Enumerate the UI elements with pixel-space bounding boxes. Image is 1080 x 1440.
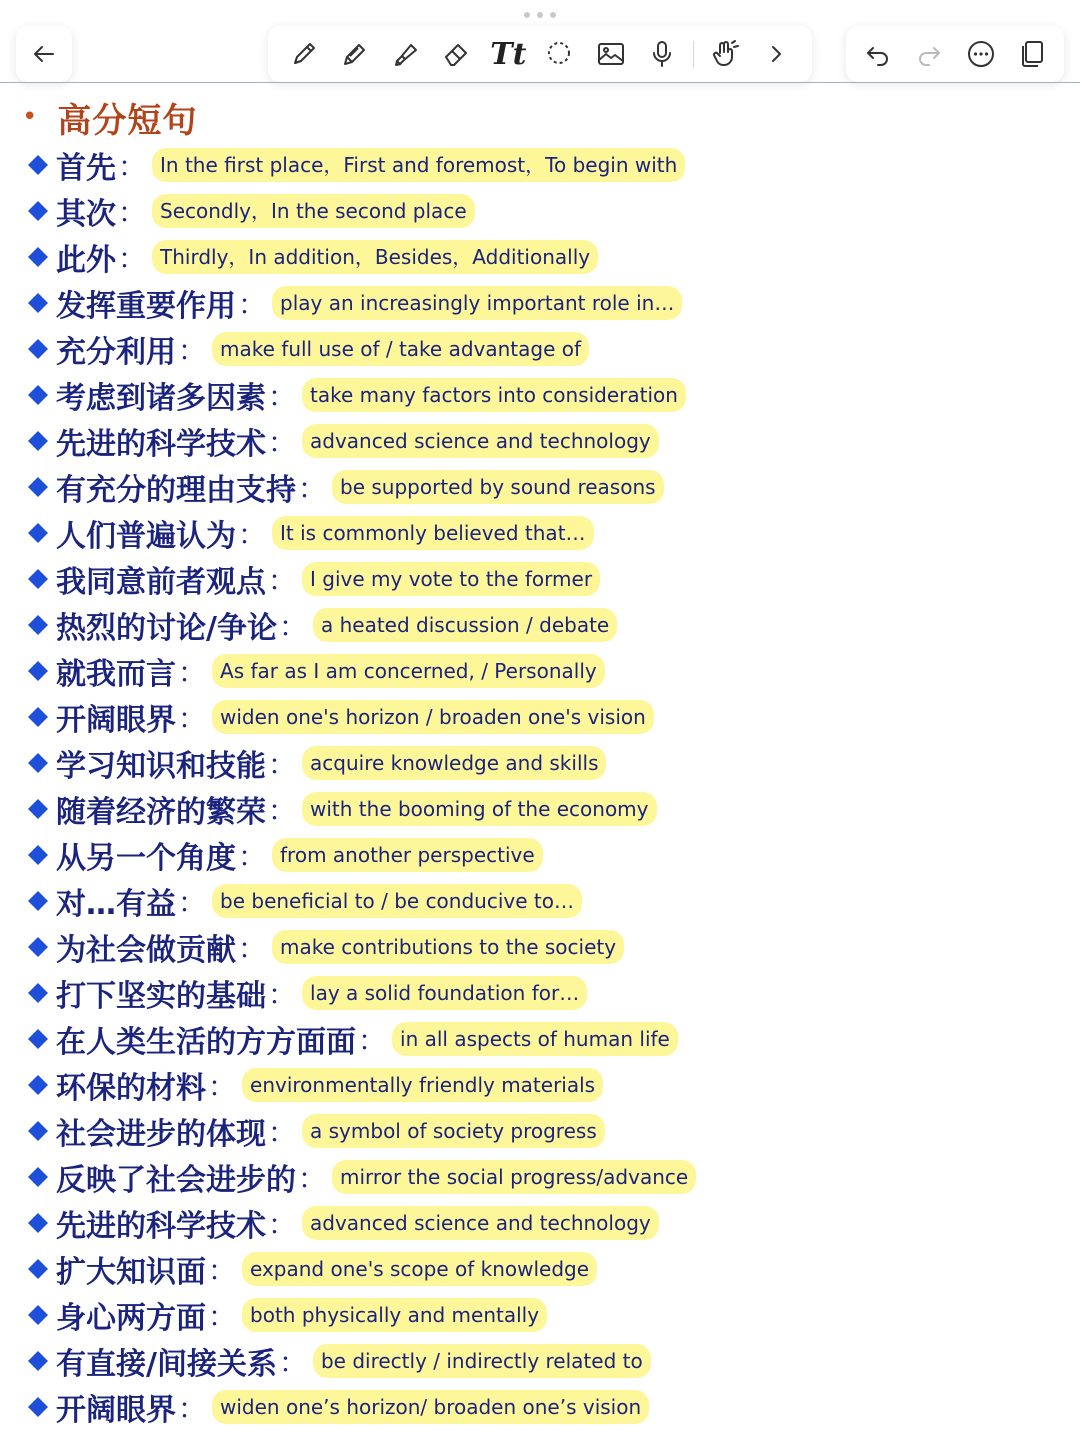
diamond-bullet-icon <box>28 1029 48 1049</box>
diamond-bullet-icon <box>28 1397 48 1417</box>
document-actions-bar <box>846 26 1064 82</box>
eraser-tool-button[interactable] <box>437 34 477 74</box>
phrase-colon: ： <box>178 1392 207 1425</box>
redo-icon <box>914 39 944 69</box>
diamond-bullet-icon <box>28 247 48 267</box>
phrase-colon: ： <box>278 1346 307 1379</box>
phrase-english-highlighted: Secondly，In the second place <box>152 194 475 228</box>
phrase-row <box>0 1154 1080 1200</box>
phrase-chinese: 环保的材料 <box>56 1071 206 1106</box>
phrase-colon: ： <box>178 656 207 689</box>
phrase-english-highlighted: lay a solid foundation for… <box>302 976 587 1010</box>
phrase-chinese: 身心两方面 <box>56 1301 206 1336</box>
phrase-colon: ： <box>208 1070 237 1103</box>
phrase-colon: ： <box>268 426 297 459</box>
phrase-colon: ： <box>268 1208 297 1241</box>
phrase-colon: ： <box>178 334 207 367</box>
phrase-row <box>0 970 1080 1016</box>
phrase-row <box>0 1062 1080 1108</box>
phrase-english-highlighted: acquire knowledge and skills <box>302 746 606 780</box>
phrase-english-highlighted: In the first place，First and foremost，To begin with <box>152 148 685 182</box>
phrase-colon: ： <box>178 886 207 919</box>
phrase-row <box>0 464 1080 510</box>
phrase-row <box>0 1246 1080 1292</box>
phrase-english-highlighted: in all aspects of human life <box>392 1022 678 1056</box>
phrase-row <box>0 234 1080 280</box>
phrase-chinese: 从另一个角度 <box>56 841 236 876</box>
phrase-english-highlighted: a symbol of society progress <box>302 1114 605 1148</box>
gesture-tool-button[interactable] <box>705 34 745 74</box>
phrase-colon: ： <box>208 1254 237 1287</box>
heading-bullet: • <box>22 102 38 132</box>
image-icon <box>596 39 626 69</box>
phrase-english-highlighted: make contributions to the society <box>272 930 624 964</box>
phrase-row <box>0 188 1080 234</box>
section-title: 高分短句 <box>57 100 198 141</box>
highlighter-icon <box>391 39 421 69</box>
phrase-chinese: 社会进步的体现 <box>56 1117 266 1152</box>
diamond-bullet-icon <box>28 661 48 681</box>
phrase-english-highlighted: take many factors into consideration <box>302 378 686 412</box>
pen-tool-button[interactable] <box>284 34 324 74</box>
microphone-icon <box>647 39 677 69</box>
phrase-english-highlighted: It is commonly believed that… <box>272 516 594 550</box>
more-icon <box>966 39 996 69</box>
phrase-english-highlighted: from another perspective <box>272 838 543 872</box>
phrase-colon: ： <box>268 978 297 1011</box>
phrase-row <box>0 694 1080 740</box>
phrase-chinese: 先进的科学技术 <box>56 427 266 462</box>
phrase-row <box>0 1292 1080 1338</box>
drawing-tools-bar <box>268 26 812 82</box>
phrase-row <box>0 878 1080 924</box>
phrase-colon: ： <box>358 1024 387 1057</box>
phrase-list <box>0 142 1080 1430</box>
phrase-row <box>0 418 1080 464</box>
diamond-bullet-icon <box>28 569 48 589</box>
phrase-chinese: 反映了社会进步的 <box>56 1163 296 1198</box>
phrase-english-highlighted: make full use of / take advantage of <box>212 332 589 366</box>
phrase-colon: ： <box>238 518 267 551</box>
phrase-row <box>0 372 1080 418</box>
phrase-chinese: 开阔眼界 <box>56 1393 176 1428</box>
diamond-bullet-icon <box>28 201 48 221</box>
phrase-english-highlighted: play an increasingly important role in… <box>272 286 682 320</box>
diamond-bullet-icon <box>28 615 48 635</box>
highlighter-tool-button[interactable] <box>386 34 426 74</box>
phrase-english-highlighted: be directly / indirectly related to <box>313 1344 651 1378</box>
record-audio-button[interactable] <box>642 34 682 74</box>
phrase-row <box>0 740 1080 786</box>
pen-icon <box>289 39 319 69</box>
window-grabber[interactable] <box>524 10 556 20</box>
phrase-row <box>0 924 1080 970</box>
toolbar-divider <box>693 41 694 67</box>
phrase-english-highlighted: environmentally friendly materials <box>242 1068 603 1102</box>
phrase-colon: ： <box>118 242 147 275</box>
phrase-english-highlighted: advanced science and technology <box>302 1206 659 1240</box>
phrase-english-highlighted: mirror the social progress/advance <box>332 1160 696 1194</box>
back-arrow-icon <box>31 41 57 67</box>
pages-overview-button[interactable] <box>1012 34 1052 74</box>
phrase-colon: ： <box>298 1162 327 1195</box>
undo-button[interactable] <box>858 34 898 74</box>
phrase-chinese: 充分利用 <box>56 335 176 370</box>
phrase-row <box>0 326 1080 372</box>
chevron-right-icon <box>761 39 791 69</box>
diamond-bullet-icon <box>28 1121 48 1141</box>
diamond-bullet-icon <box>28 1167 48 1187</box>
phrase-chinese: 其次 <box>56 197 116 232</box>
phrase-chinese: 我同意前者观点 <box>56 565 266 600</box>
more-tools-button[interactable] <box>756 34 796 74</box>
undo-icon <box>863 39 893 69</box>
phrase-row <box>0 1384 1080 1430</box>
phrase-row <box>0 1200 1080 1246</box>
diamond-bullet-icon <box>28 477 48 497</box>
phrase-row <box>0 1338 1080 1384</box>
phrase-english-highlighted: advanced science and technology <box>302 424 659 458</box>
phrase-english-highlighted: As far as I am concerned, / Personally <box>212 654 605 688</box>
insert-image-button[interactable] <box>591 34 631 74</box>
phrase-chinese: 先进的科学技术 <box>56 1209 266 1244</box>
eraser-icon <box>442 39 472 69</box>
back-button[interactable] <box>16 26 72 82</box>
phrase-chinese: 就我而言 <box>56 657 176 692</box>
grabber-dot <box>524 12 530 18</box>
phrase-row <box>0 556 1080 602</box>
phrase-colon: ： <box>298 472 327 505</box>
phrase-english-highlighted: be supported by sound reasons <box>332 470 664 504</box>
diamond-bullet-icon <box>28 983 48 1003</box>
grabber-dot <box>537 12 543 18</box>
phrase-colon: ： <box>268 380 297 413</box>
phrase-english-highlighted: widen one's horizon / broaden one's vision <box>212 700 654 734</box>
pencil-tool-button[interactable] <box>335 34 375 74</box>
phrase-chinese: 有充分的理由支持 <box>56 473 296 508</box>
hand-gesture-icon <box>710 39 740 69</box>
diamond-bullet-icon <box>28 293 48 313</box>
diamond-bullet-icon <box>28 523 48 543</box>
phrase-row <box>0 786 1080 832</box>
grabber-dot <box>550 12 556 18</box>
phrase-colon: ： <box>238 840 267 873</box>
phrase-colon: ： <box>178 702 207 735</box>
diamond-bullet-icon <box>28 707 48 727</box>
diamond-bullet-icon <box>28 937 48 957</box>
diamond-bullet-icon <box>28 891 48 911</box>
phrase-chinese: 学习知识和技能 <box>56 749 266 784</box>
phrase-colon: ： <box>268 794 297 827</box>
pages-icon <box>1017 39 1047 69</box>
diamond-bullet-icon <box>28 753 48 773</box>
phrase-english-highlighted: with the booming of the economy <box>302 792 657 826</box>
phrase-row <box>0 1108 1080 1154</box>
phrase-colon: ： <box>238 932 267 965</box>
diamond-bullet-icon <box>28 431 48 451</box>
phrase-chinese: 人们普遍认为 <box>56 519 236 554</box>
phrase-english-highlighted: Thirdly，In addition，Besides，Additionally <box>152 240 598 274</box>
diamond-bullet-icon <box>28 799 48 819</box>
phrase-row <box>0 648 1080 694</box>
diamond-bullet-icon <box>28 1259 48 1279</box>
phrase-chinese: 打下坚实的基础 <box>56 979 266 1014</box>
diamond-bullet-icon <box>28 385 48 405</box>
pencil-icon <box>340 39 370 69</box>
phrase-chinese: 首先 <box>56 151 116 186</box>
phrase-row <box>0 510 1080 556</box>
phrase-row <box>0 1016 1080 1062</box>
diamond-bullet-icon <box>28 1305 48 1325</box>
phrase-colon: ： <box>208 1300 237 1333</box>
toolbar-divider-line <box>0 82 1080 83</box>
lasso-tool-button[interactable] <box>539 34 579 74</box>
diamond-bullet-icon <box>28 1351 48 1371</box>
phrase-chinese: 随着经济的繁荣 <box>56 795 266 830</box>
phrase-colon: ： <box>118 196 147 229</box>
phrase-colon: ： <box>238 288 267 321</box>
diamond-bullet-icon <box>28 339 48 359</box>
phrase-chinese: 考虑到诸多因素 <box>56 381 266 416</box>
phrase-english-highlighted: widen one’s horizon/ broaden one’s vision <box>212 1390 649 1424</box>
phrase-chinese: 有直接/间接关系 <box>56 1347 277 1382</box>
phrase-chinese: 此外 <box>56 243 116 278</box>
diamond-bullet-icon <box>28 155 48 175</box>
phrase-chinese: 在人类生活的方方面面 <box>56 1025 356 1060</box>
diamond-bullet-icon <box>28 1213 48 1233</box>
phrase-colon: ： <box>278 610 307 643</box>
phrase-chinese: 开阔眼界 <box>56 703 176 738</box>
phrase-english-highlighted: be beneficial to / be conducive to… <box>212 884 582 918</box>
more-options-button[interactable] <box>961 34 1001 74</box>
text-tool-button[interactable] <box>488 34 528 74</box>
phrase-chinese: 对…有益 <box>56 887 176 922</box>
text-tool-icon: Tt <box>490 36 527 72</box>
phrase-chinese: 发挥重要作用 <box>56 289 236 324</box>
phrase-english-highlighted: a heated discussion / debate <box>313 608 617 642</box>
diamond-bullet-icon <box>28 1075 48 1095</box>
diamond-bullet-icon <box>28 845 48 865</box>
lasso-icon <box>544 39 574 69</box>
phrase-row <box>0 142 1080 188</box>
section-heading <box>22 94 197 140</box>
phrase-colon: ： <box>268 1116 297 1149</box>
phrase-colon: ： <box>268 748 297 781</box>
phrase-row <box>0 832 1080 878</box>
phrase-chinese: 为社会做贡献 <box>56 933 236 968</box>
phrase-colon: ： <box>118 150 147 183</box>
phrase-english-highlighted: I give my vote to the former <box>302 562 600 596</box>
phrase-english-highlighted: expand one's scope of knowledge <box>242 1252 597 1286</box>
redo-button[interactable] <box>909 34 949 74</box>
phrase-row <box>0 280 1080 326</box>
phrase-colon: ： <box>268 564 297 597</box>
phrase-chinese: 热烈的讨论/争论 <box>56 611 277 646</box>
phrase-row <box>0 602 1080 648</box>
phrase-chinese: 扩大知识面 <box>56 1255 206 1290</box>
phrase-english-highlighted: both physically and mentally <box>242 1298 547 1332</box>
